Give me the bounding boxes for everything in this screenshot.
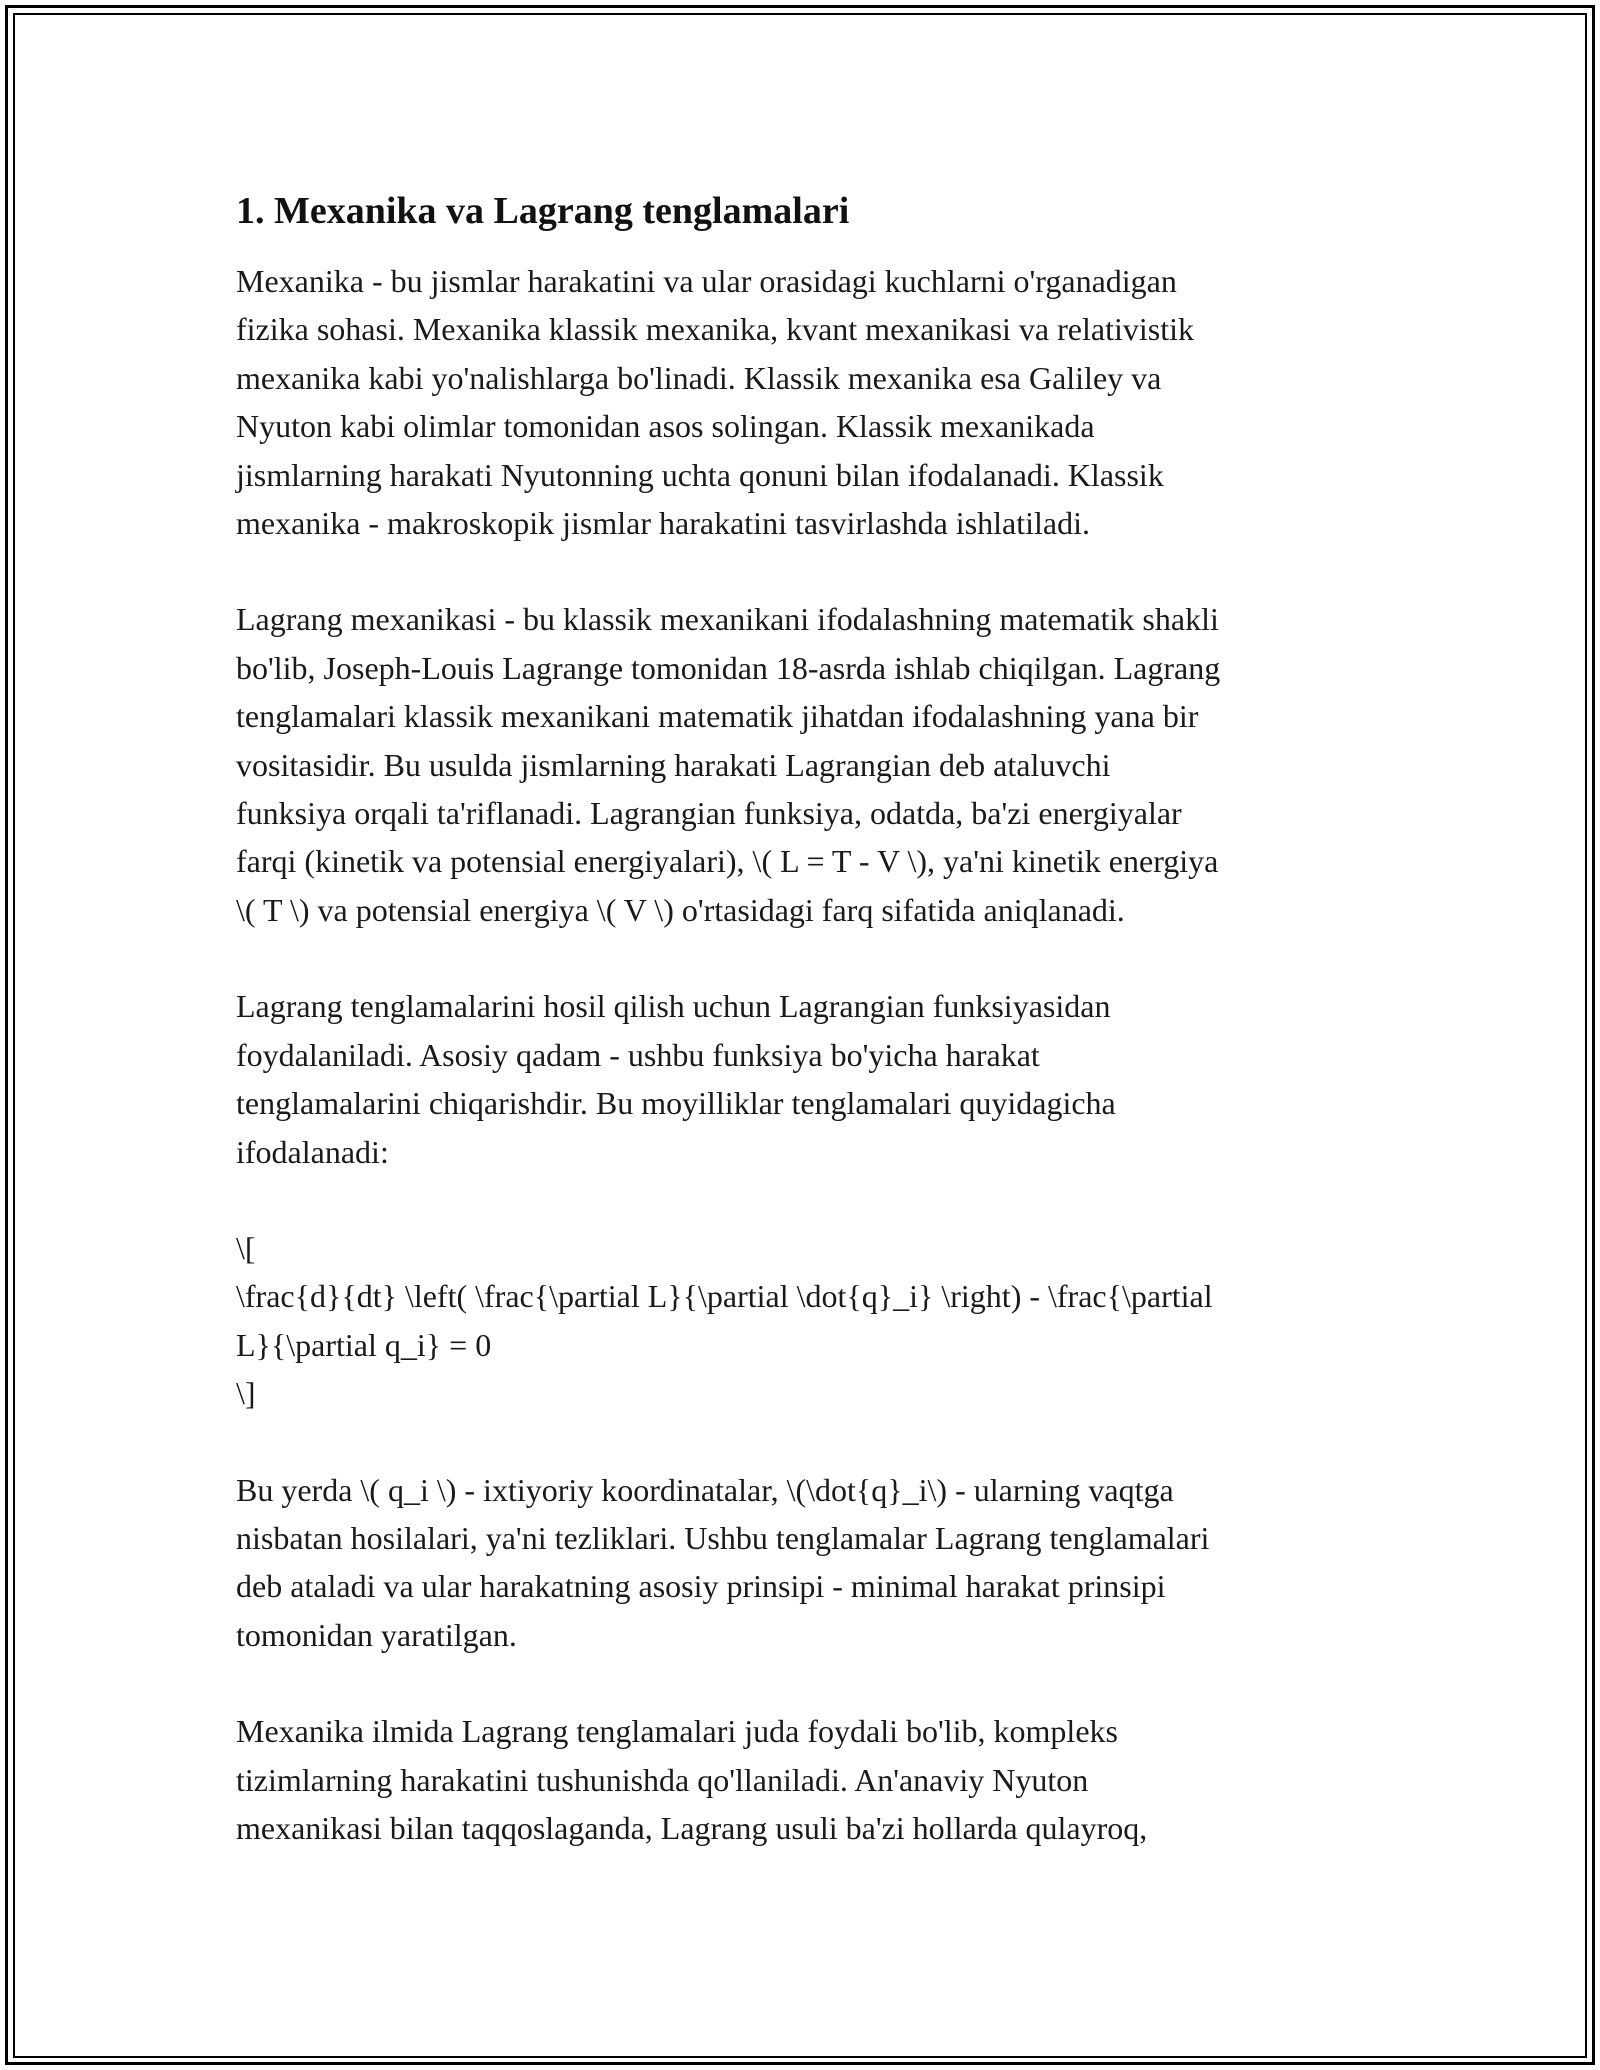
text-line: farqi (kinetik va potensial energiyalari), \( L = T - V \), ya'ni kinetik energiya (236, 843, 1219, 880)
paragraph-applications (236, 1707, 1376, 1852)
text-line: mexanika - makroskopik jismlar harakatini tasvirlashda ishlatiladi. (236, 505, 1090, 542)
text-line: Mexanika ilmida Lagrang tenglamalari juda foydali bo'lib, kompleks (236, 1713, 1118, 1750)
text-line: jismlarning harakati Nyutonning uchta qonuni bilan ifodalanadi. Klassik (236, 456, 1164, 493)
text-line: mexanika kabi yo'nalishlarga bo'linadi. Klassik mexanika esa Galiley va (236, 359, 1162, 396)
text-line: fizika sohasi. Mexanika klassik mexanika, kvant mexanikasi va relativistik (236, 311, 1194, 348)
text-line: Lagrang tenglamalarini hosil qilish uchun Lagrangian funksiyasidan (236, 988, 1111, 1025)
text-line: tizimlarning harakatini tushunishda qo'llaniladi. An'anaviy Nyuton (236, 1761, 1089, 1798)
paragraph-coordinates (236, 1466, 1376, 1660)
equation-block (236, 1224, 1376, 1418)
paragraph-mechanics-intro (236, 257, 1376, 547)
equation-line: \] (236, 1375, 256, 1412)
document-body (236, 185, 1376, 1900)
text-line: tenglamalarini chiqarishdir. Bu moyilliklar tenglamalari quyidagicha (236, 1085, 1116, 1122)
paragraph-deriving-equations (236, 982, 1376, 1176)
paragraph-lagrangian-mechanics (236, 595, 1376, 934)
text-line: Lagrang mexanikasi - bu klassik mexanikani ifodalashning matematik shakli (236, 601, 1219, 638)
text-line: vositasidir. Bu usulda jismlarning harakati Lagrangian deb ataluvchi (236, 746, 1111, 783)
section-heading: 1. Mexanika va Lagrang tenglamalari (236, 190, 850, 232)
text-line: ifodalanadi: (236, 1133, 389, 1170)
text-line: nisbatan hosilalari, ya'ni tezliklari. Ushbu tenglamalar Lagrang tenglamalari (236, 1519, 1210, 1556)
equation-line: \[ (236, 1229, 256, 1266)
text-line: \( T \) va potensial energiya \( V \) o'rtasidagi farq sifatida aniqlanadi. (236, 891, 1125, 928)
text-line: Nyuton kabi olimlar tomonidan asos solingan. Klassik mexanikada (236, 408, 1095, 445)
text-line: deb ataladi va ular harakatning asosiy prinsipi - minimal harakat prinsipi (236, 1568, 1166, 1605)
text-line: tomonidan yaratilgan. (236, 1616, 517, 1653)
text-line: tenglamalari klassik mexanikani matematik jihatdan ifodalashning yana bir (236, 698, 1199, 735)
text-line: foydalaniladi. Asosiy qadam - ushbu funksiya bo'yicha harakat (236, 1036, 1040, 1073)
text-line: Bu yerda \( q_i \) - ixtiyoriy koordinatalar, \(\dot{q}_i\) - ularning vaqtga (236, 1471, 1174, 1508)
text-line: Mexanika - bu jismlar harakatini va ular orasidagi kuchlarni o'rganadigan (236, 263, 1177, 299)
text-line: funksiya orqali ta'riflanadi. Lagrangian funksiya, odatda, ba'zi energiyalar (236, 795, 1182, 832)
text-line: bo'lib, Joseph-Louis Lagrange tomonidan 18-asrda ishlab chiqilgan. Lagrang (236, 649, 1221, 686)
equation-line: L}{\partial q_i} = 0 (236, 1326, 492, 1363)
equation-line: \frac{d}{dt} \left( \frac{\partial L}{\partial \dot{q}_i} \right) - \frac{\partial (236, 1278, 1213, 1315)
text-line: mexanikasi bilan taqqoslaganda, Lagrang usuli ba'zi hollarda qulayroq, (236, 1809, 1148, 1846)
